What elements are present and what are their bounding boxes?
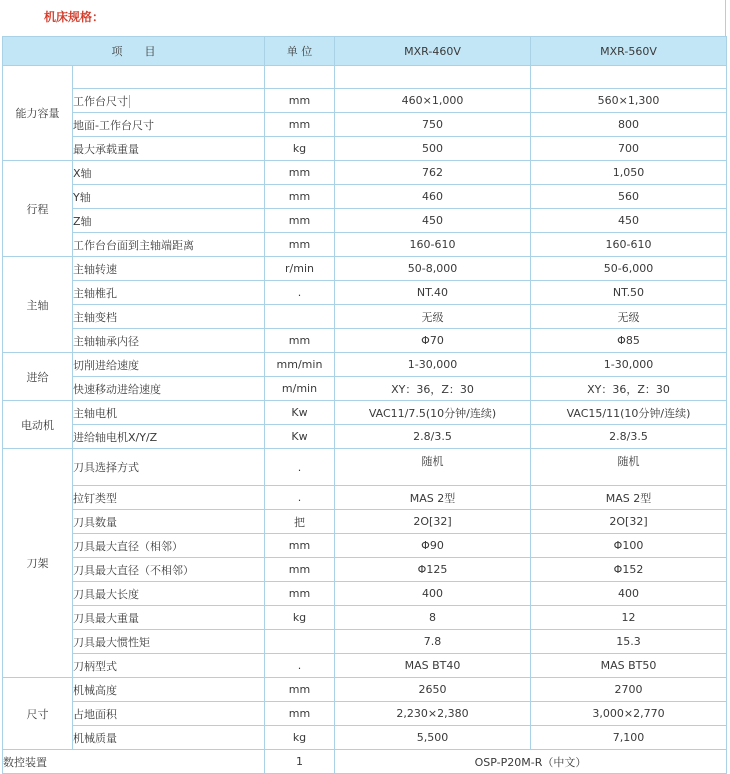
header-model-b: MXR-560V — [531, 37, 727, 66]
item-label: X轴 — [73, 161, 265, 185]
table-row: 刀具最大直径（相邻） mm Φ90 Φ100 — [3, 534, 727, 558]
category-cell: 行程 — [3, 161, 73, 257]
table-row: 电动机 主轴电机 Kw VAC11/7.5(10分钟/连续) VAC15/11(10分钟/连续) — [3, 401, 727, 425]
table-row: 主轴 主轴转速 r/min 50-8,000 50-6,000 — [3, 257, 727, 281]
table-row: 工作台台面到主轴端距离 mm 160-610 160-610 — [3, 233, 727, 257]
item-label: Y轴 — [73, 185, 265, 209]
page-title: 机床规格： — [44, 10, 105, 24]
table-row: 主轴椎孔 . NT.40 NT.50 — [3, 281, 727, 305]
table-row: 刀具最大长度 mm 400 400 — [3, 582, 727, 606]
table-row: 刀具最大惯性矩 7.8 15.3 — [3, 630, 727, 654]
item-label: 地面-工作台尺寸 — [73, 113, 265, 137]
item-label: 切削进给速度 — [73, 353, 265, 377]
item-label: 工作台尺寸 — [73, 94, 128, 108]
item-label: 占地面积 — [73, 702, 265, 726]
item-label: 主轴轴承内径 — [73, 329, 265, 353]
item-label: 机械高度 — [73, 678, 265, 702]
item-label: 刀具选择方式 — [73, 449, 265, 486]
table-row: 快速移动进给速度 m/min XY：36，Z：30 XY：36，Z：30 — [3, 377, 727, 401]
table-row: 占地面积 mm 2,230×2,380 3,000×2,770 — [3, 702, 727, 726]
item-label: 机械质量 — [73, 726, 265, 750]
header-item: 项 目 — [3, 37, 265, 66]
table-row — [3, 66, 727, 89]
table-row: 机械质量 kg 5,500 7,100 — [3, 726, 727, 750]
table-row: 刀具最大重量 kg 8 12 — [3, 606, 727, 630]
item-label: 拉钉类型 — [73, 486, 265, 510]
item-label: 刀具最大重量 — [73, 606, 265, 630]
table-row: 尺寸 机械高度 mm 2650 2700 — [3, 678, 727, 702]
item-label: 快速移动进给速度 — [73, 377, 265, 401]
table-row: 拉钉类型 . MAS 2型 MAS 2型 — [3, 486, 727, 510]
footer-unit: 1 — [265, 750, 335, 774]
category-cell: 电动机 — [3, 401, 73, 449]
text-cursor — [129, 95, 130, 108]
item-label: 刀具最大直径（不相邻） — [73, 558, 265, 582]
table-row: 进给 切削进给速度 mm/min 1-30,000 1-30,000 — [3, 353, 727, 377]
item-label: 主轴变档 — [73, 305, 265, 329]
table-row: 刀具最大直径（不相邻） mm Φ125 Φ152 — [3, 558, 727, 582]
item-label: Z轴 — [73, 209, 265, 233]
item-label: 刀具最大惯性矩 — [73, 630, 265, 654]
item-label: 刀具最大长度 — [73, 582, 265, 606]
header-unit: 单 位 — [265, 37, 335, 66]
item-label: 进给轴电机X/Y/Z — [73, 425, 265, 449]
table-row: 工作台尺寸 mm 460×1,000 560×1,300 — [3, 89, 727, 113]
category-cell: 进给 — [3, 353, 73, 401]
category-cell: 能力容量 — [3, 66, 73, 161]
table-row: 地面-工作台尺寸 mm 750 800 — [3, 113, 727, 137]
table-row: 刀柄型式 . MAS BT40 MAS BT50 — [3, 654, 727, 678]
table-row: 最大承载重量 kg 500 700 — [3, 137, 727, 161]
table-row: 刀具数量 把 2O[32] 2O[32] — [3, 510, 727, 534]
header-row — [3, 37, 727, 66]
footer-label: 数控装置 — [3, 750, 265, 774]
table-row: 行程 X轴 mm 762 1,050 — [3, 161, 727, 185]
border-line — [725, 0, 726, 36]
header-model-a: MXR-460V — [335, 37, 531, 66]
table-row: 主轴变档 无级 无级 — [3, 305, 727, 329]
spec-table — [2, 36, 727, 774]
table-row: Z轴 mm 450 450 — [3, 209, 727, 233]
table-row: Y轴 mm 460 560 — [3, 185, 727, 209]
item-label: 工作台台面到主轴端距离 — [73, 233, 265, 257]
category-cell: 尺寸 — [3, 678, 73, 750]
table-row: 主轴轴承内径 mm Φ70 Φ85 — [3, 329, 727, 353]
category-cell: 主轴 — [3, 257, 73, 353]
table-row — [3, 750, 727, 774]
item-label: 主轴电机 — [73, 401, 265, 425]
item-label: 最大承载重量 — [73, 137, 265, 161]
table-row: 进给轴电机X/Y/Z Kw 2.8/3.5 2.8/3.5 — [3, 425, 727, 449]
item-label: 刀具最大直径（相邻） — [73, 534, 265, 558]
table-row: 刀架 刀具选择方式 . 随机 随机 — [3, 449, 727, 486]
item-label: 主轴转速 — [73, 257, 265, 281]
item-label: 刀具数量 — [73, 510, 265, 534]
item-label: 刀柄型式 — [73, 654, 265, 678]
footer-value: OSP-P20M-R（中文） — [335, 750, 727, 774]
item-label: 主轴椎孔 — [73, 281, 265, 305]
category-cell: 刀架 — [3, 449, 73, 678]
